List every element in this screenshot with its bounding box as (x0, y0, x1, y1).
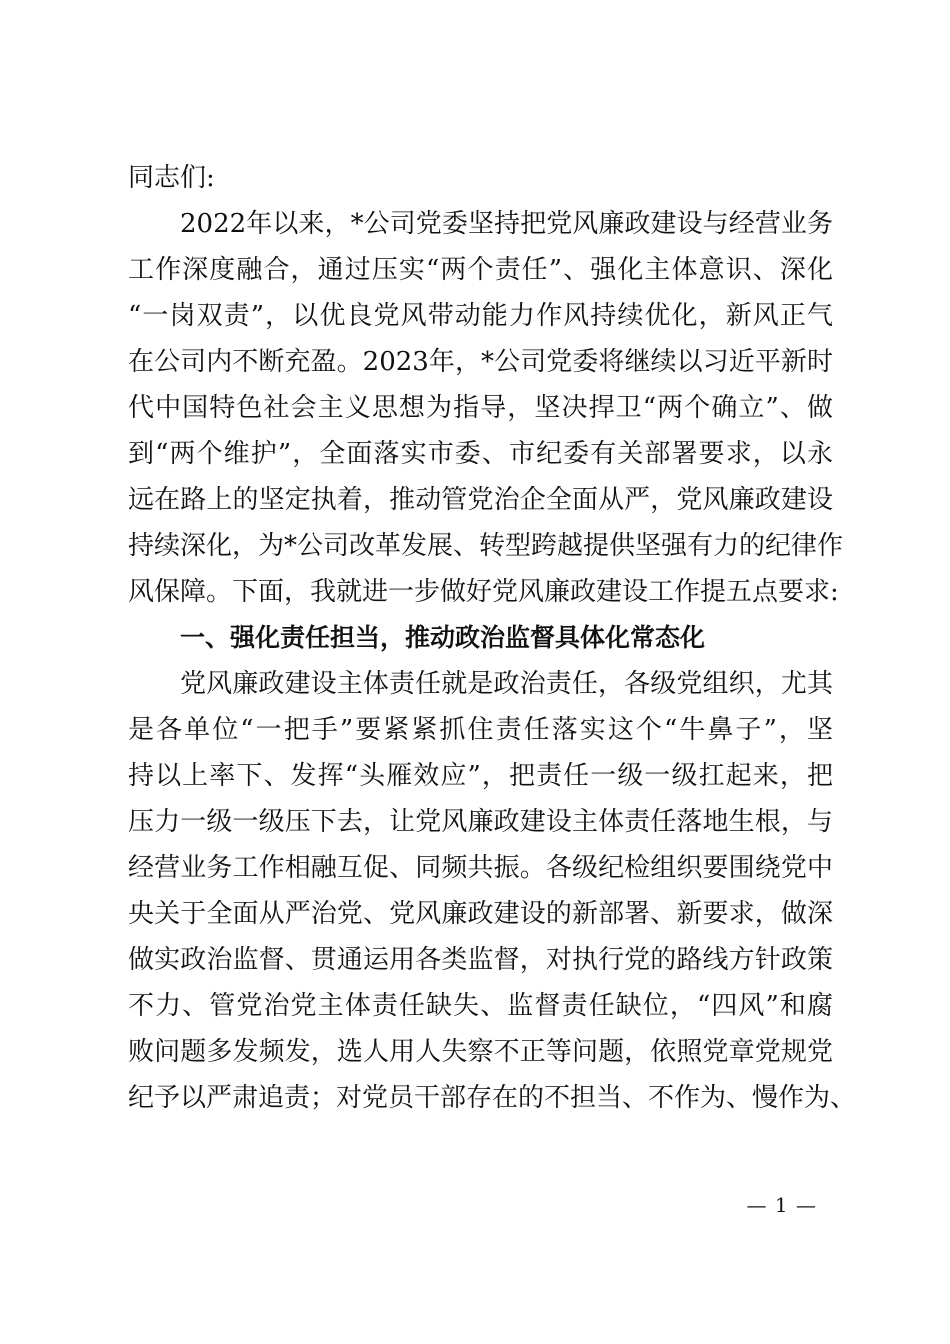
section-heading: 一、强化责任担当，推动政治监督具体化常态化 (180, 623, 706, 652)
section-paragraph-line: 持以上率下、发挥“头雁效应”，把责任一级一级扛起来，把 (128, 761, 833, 791)
section-paragraph-line: 党风廉政建设主体责任就是政治责任，各级党组织，尤其 (180, 669, 833, 699)
section-paragraph-line: 央关于全面从严治党、党风廉政建设的新部署、新要求，做深 (128, 899, 833, 929)
salutation: 同志们: (128, 163, 215, 193)
intro-paragraph-line: 2022年以来，*公司党委坚持把党风廉政建设与经营业务 (180, 209, 833, 239)
section-paragraph-line: 败问题多发频发，选人用人失察不正等问题，依照党章党规党 (128, 1037, 833, 1067)
section-paragraph-line: 经营业务工作相融互促、同频共振。各级纪检组织要围绕党中 (128, 853, 833, 883)
intro-paragraph-line: 工作深度融合，通过压实“两个责任”、强化主体意识、深化 (128, 255, 833, 285)
page-number: — 1 — (746, 1193, 817, 1217)
intro-paragraph-line: 风保障。下面，我就进一步做好党风廉政建设工作提五点要求: (128, 577, 839, 607)
intro-paragraph-line: “一岗双责”，以优良党风带动能力作风持续优化，新风正气 (128, 301, 833, 331)
intro-paragraph-line: 持续深化，为*公司改革发展、转型跨越提供坚强有力的纪律作 (128, 531, 844, 561)
intro-paragraph-line: 到“两个维护”，全面落实市委、市纪委有关部署要求，以永 (128, 439, 833, 469)
intro-paragraph-line: 代中国特色社会主义思想为指导，坚决捍卫“两个确立”、做 (128, 393, 833, 423)
section-paragraph-line: 不力、管党治党主体责任缺失、监督责任缺位，“四风”和腐 (128, 991, 833, 1021)
intro-paragraph-line: 远在路上的坚定执着，推动管党治企全面从严，党风廉政建设 (128, 485, 833, 515)
intro-paragraph-line: 在公司内不断充盈。2023年，*公司党委将继续以习近平新时 (128, 347, 833, 377)
document-body (128, 155, 857, 1121)
section-paragraph-line: 压力一级一级压下去，让党风廉政建设主体责任落地生根，与 (128, 807, 833, 837)
section-paragraph-line: 是各单位“一把手”要紧紧抓住责任落实这个“牛鼻子”，坚 (128, 715, 833, 745)
section-paragraph-line: 纪予以严肃追责；对党员干部存在的不担当、不作为、慢作为、 (128, 1083, 857, 1113)
section-paragraph-line: 做实政治监督、贯通运用各类监督，对执行党的路线方针政策 (128, 945, 833, 975)
